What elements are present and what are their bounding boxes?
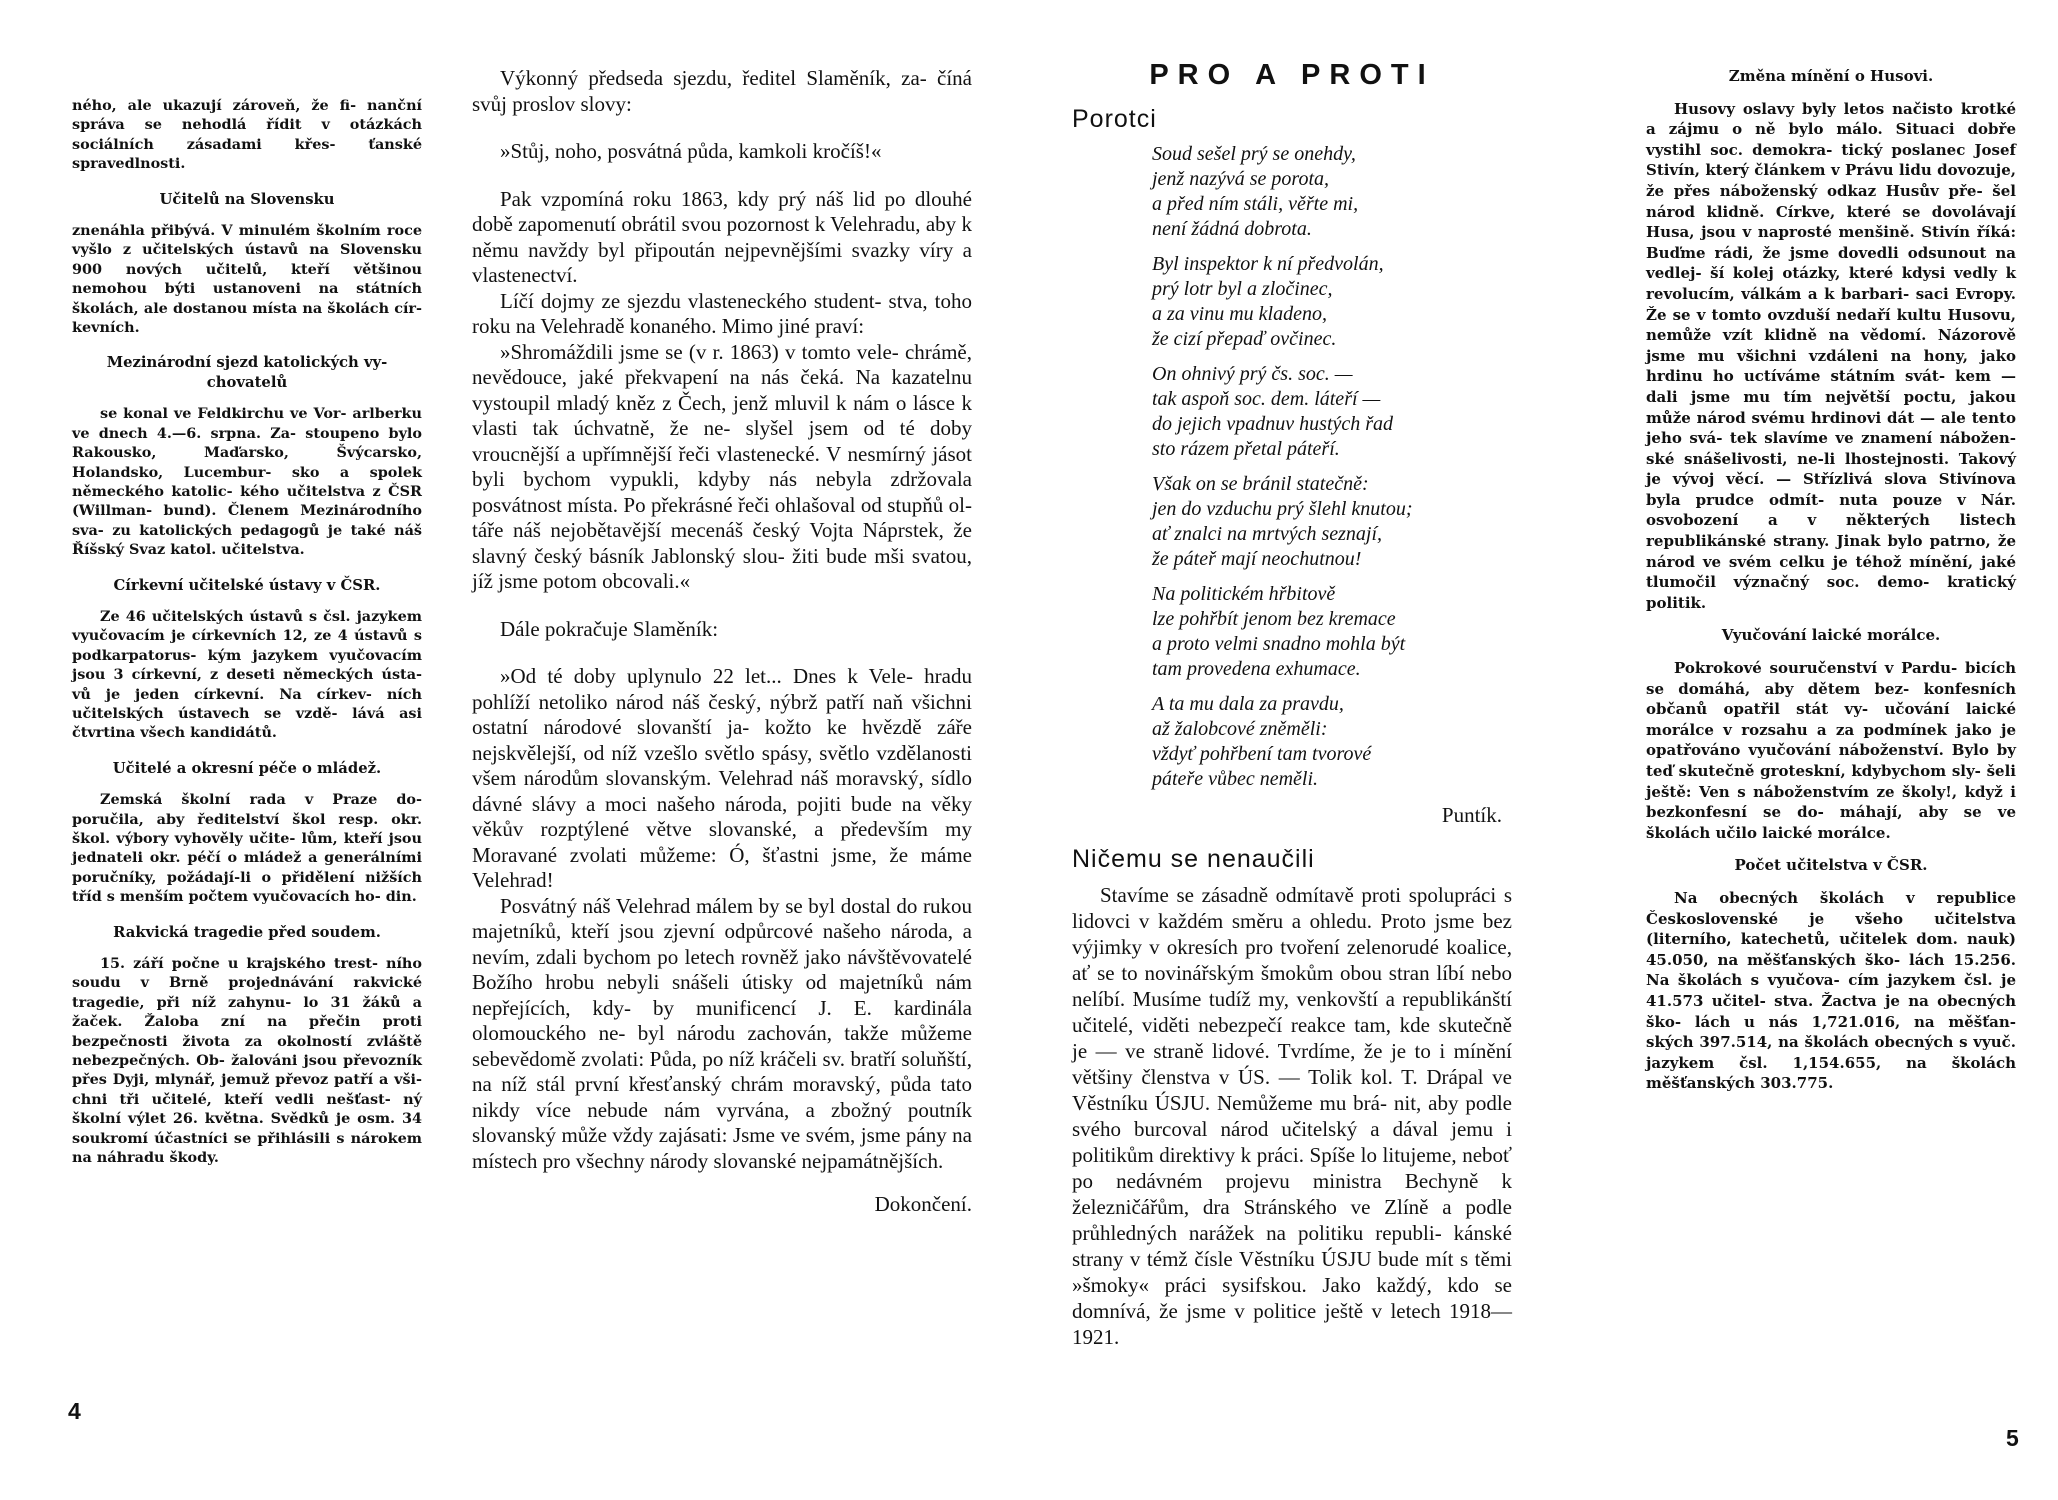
poem-line: páteře vůbec neměli. [1152,768,1319,790]
section-banner: PRO A PROTI [1149,59,1435,91]
news-body: Zemská školní rada v Praze do- poručila, aby ředitelství škol resp. okr. škol. výbory vyhověly učite- lům, kteří jsou jednateli okr. péčí o mládež a generálními poručníky, požádají-li o přidělení nižších tříd s menším počtem vyučovacích ho- din. [72,791,422,906]
article-paragraph: Líčí dojmy ze sjezdu vlasteneckého student- stva, toho roku na Velehradě konaného. Mimo jiné praví: [472,288,972,338]
poem-line: On ohnivý prý čs. soc. — [1152,363,1353,385]
poem-stanza [1152,582,1512,682]
section-title: Ničemu se nenaučili [1072,845,1315,873]
poem-stanza [1152,472,1512,572]
poem [1152,142,1512,792]
section-title: Porotci [1072,105,1157,133]
article-quote: »Shromáždili jsme se (v r. 1863) v tomto vele- chrámě, nevědouce, jaké překvapení na nás čeká. Na kazatelnu vystoupil mladý kněz z Čech, jenž mluvil k nám o lásce k vlasti tak úchvatně, že ne- slyšel jsem od té doby vroucnější a upřímnější řeči vlastenecké. V nesmírný jásot byli bychom vypukli, kdyby nás nebyla zdržovala posvátnost místa. Po překrásné řeči ohlašoval od stupňů ol- táře náš nejobětavější mecenáš český Vojta Náprstek, že slavný český básník Jablonský slou- žiti bude mši svatou, jíž jsme potom obcovali.« [472,339,972,593]
news-body: Husovy oslavy byly letos načisto krotké a zájmu o ně bylo málo. Situaci dobře vystihl soc. demokra- tický poslanec Josef Stivín, který článkem v Právu lidu dovozuje, že přes náboženský odkaz Husův pře- šel národ klidně. Církve, které se dovolávají Husa, jsou v naprosté menšině. Stivín říká: Buďme rádi, že jsme dovedli odsunout na vedlej- ší kolej otázky, které kdysi vedly k revolucím, válkám a k barbari- saci Evropy. Že se v tomto ovzduší nedaří kultu Husovu, nemůže vzít klidně na vědomí. Názorově jsme mu všichni vzdáleni na hony, jako hrdinu ho uctíváme státním svát- kem — dali jsme mu tím největší poctu, jakou může národ svému hrdinovi dát — ale tento jeho svá- tek slavíme ve znamení nábožen- ské snášelivosti, ne-li lhostejnosti. Takový je vývoj věcí. — Střízlivá slova Stivínova byla prudce odmít- nuta pouze v Nár. osvobození a v některých listech republikánské strany. Jinak bylo patrno, že národ ve svém celku je téhož mínění, jaké tlumočil význačný soc. demo- kratický politik. [1646,99,2016,612]
velehrad-article [472,66,972,1218]
article-paragraph: Posvátný náš Velehrad málem by se byl dostal do rukou majetníků, kteří jsou zjevní odpůrcové našeho národa, a nevím, zdali bychom po letech rovněž jako návštěvovatelé Božího hrobu nebyli snášeli útisky od majetníků nám nepřejících, kdy- by munificencí J. E. kardinála olomouckého ne- byl národu zachován, takže můžeme sebevědomě zvolati: Půda, po níž kráčeli sv. bratří soluňští, na níž stál první křesťanský chrám moravský, půda tato nikdy více nebude nám vyrvána, a zbožný poutník slovanský může vždy zajásati: Jsme ve svém, jsme pány na místech pro všechny národy slovanské nejpamátnějších. [472,893,972,1173]
lead-paragraph: ného, ale ukazují zároveň, že fi- nanční správa se nehodlá řídit v otázkách sociálních zásadami křes- ťanské spravedlnosti. [72,97,422,173]
article-paragraph: Dále pokračuje Slaměník: [500,616,719,641]
poem-stanza [1152,142,1512,242]
article-paragraph: Pak vzpomíná roku 1863, kdy prý náš lid po dlouhé době zapomenutí obrátil svou pozornost k Velehradu, aby k němu navždy byl připoután nejpevnějšími svazky víry a vlastenectví. [472,186,972,287]
poem-line: tam provedena exhumace. [1152,658,1361,680]
page-number-right: 5 [2006,1425,2019,1451]
poem-line: ať znalci na mrtvých seznají, [1152,523,1383,545]
poem-line: Však on se bránil statečně: [1152,473,1369,495]
poem-line: není žádná dobrota. [1152,218,1312,240]
poem-line: do jejich vpadnuv hustých řad [1152,413,1394,435]
poem-line: jenž nazývá se porota, [1152,168,1330,190]
pro-a-proti-column [1072,59,1512,1350]
poem-line: a před ním stáli, věřte mi, [1152,193,1359,215]
page-number-left: 4 [68,1398,81,1424]
article-quote: »Stůj, noho, posvátná půda, kamkoli kročíš!« [500,139,882,163]
right-column-news [1646,66,2016,1094]
news-heading: Rakvická tragedie před soudem. [113,923,381,941]
news-body: 15. září počne u krajského trest- ního soudu v Brně projednávání rakvické tragedie, při níž zahynu- lo 31 žáků a žaček. Žaloba zní na přečin proti bezpečnosti života za okolností zvláště nebezpečných. Ob- žalováni jsou převozník přes Dyji, mlynář, jemuž převoz patří a vši- chni tři učitelé, kteří vedli nešťast- ný školní výlet 26. května. Svědků je osm. 34 soukromí účastníci se přihlásili s nárokem na náhradu škody. [72,955,422,1167]
poem-stanza [1152,252,1512,352]
poem-line: vždyť pohřbení tam tvorové [1152,743,1372,765]
poem-line: lze pohřbít jenom bez kremace [1152,608,1396,630]
news-body: Na obecných školách v republice Československé je všeho učitelstva (literního, katechetů, učitelek dom. nauk) 45.050, na měšťanských ško- lách 15.256. Na školách s vyučova- cím jazykem čsl. je 41.573 učitel- stva. Žactva je na obecných ško- lách u nás 1,721.016, na měšťan- ských 397.514, na školách obecných s vyuč. jazykem čsl. 1,154.655, na školách měšťanských 303.775. [1646,888,2016,1093]
article-paragraph: Stavíme se zásadně odmítavě proti spolupráci s lidovci v každém směru a ohledu. Proto jsme bez výjimky v okresích pro tvoření zelenorudé koalice, ať se to novinářským šmokům obou stran líbí nebo nelíbí. Musíme tudíž my, venkovští a republikánští učitelé, viděti nebezpečí reakce tam, kde skutečně je — ve straně lidové. Tvrdíme, že je to i mínění většiny členstva v ÚS. — Tolik kol. T. Drápal ve Věstníku ÚSJU. Nemůžeme mu brá- nit, aby podle svého burcoval národ učitelský a dával jemu i politikům direktivy k práci. Spíše lo litujeme, neboť po nedávném projevu ministra Bechyně k železničářům, dra Stránského ve Zlíně a podle průhledných narážek na politiku republi- kánské strany v témž čísle Věstníku ÚSJU bude mít s těmi »šmoky« práci sysifskou. Jako každý, kdo se domnívá, že jsme v politice ještě v letech 1918—1921. [1072,883,1512,1349]
news-heading: Učitelů na Slovensku [159,190,335,208]
poem-line: Soud sešel prý se onehdy, [1152,143,1356,165]
poem-line: prý lotr byl a zločinec, [1152,278,1333,300]
article-quote: »Od té doby uplynulo 22 let... Dnes k Vele- hradu pohlíží netoliko národ náš český, nýbrž patří naň všichni ostatní národové slovanští ja- kožto ke hvězdě záře nejskvělejší, od níž vzešlo světlo spásy, světlo vzdělanosti všem národům slovanským. Velehrad náš moravský, sídlo dávné slávy a moci našeho národa, pojiti bude na věky věkův rozptýlené větve slovanské, a především my Moravané zvolati můžeme: Ó, šťastni jsme, že máme Velehrad! [472,664,972,892]
poem-line: a za vinu mu kladeno, [1152,303,1327,325]
left-column-news [72,96,422,1168]
poem-line: tak aspoň soc. dem. láteří — [1152,388,1381,410]
news-heading: Změna mínění o Husovi. [1728,67,1934,85]
news-heading: Vyučování laické morálce. [1721,626,1941,645]
poem-line: Byl inspektor k ní předvolán, [1152,253,1384,275]
poem-line: jen do vzduchu prý šlehl knutou; [1152,498,1413,520]
poem-line: až žalobcové zněměli: [1152,718,1328,740]
news-body: znenáhla přibývá. V minulém školním roce vyšlo z učitelských ústavů na Slovensku 900 nových učitelů, kteří většinou nemohou býti ustanoveni na státních školách, ale dostanou místa na školách cír- kevních. [72,222,422,337]
news-body: se konal ve Feldkirchu ve Vor- arlberku ve dnech 4.—6. srpna. Za- stoupeno bylo Rakousko, Maďarsko, Švýcarsko, Holandsko, Lucembur- sko a spolek německého katolic- kého učitelstva z ČSR (Willman- bund). Členem Mezinárodního sva- zu katolických pedagogů je také náš Říšský Svaz katol. učitelstva. [72,405,422,559]
poem-line: že cizí přepaď ovčinec. [1152,328,1337,350]
poem-stanza [1152,692,1512,792]
news-heading: Mezinárodní sjezd katolických vy- chovatelů [106,354,388,391]
poem-line: sto rázem přetal páteří. [1152,438,1340,460]
poem-line: A ta mu dala za pravdu, [1152,693,1344,715]
article-paragraph: Výkonný předseda sjezdu, ředitel Slaměník, za- číná svůj proslov slovy: [472,66,972,116]
poem-stanza [1152,362,1512,462]
news-body: Ze 46 učitelských ústavů s čsl. jazykem vyučovacím je církevních 12, ze 4 ústavů s podkarpatorus- kým jazykem vyučovacím jsou 3 církevní, z deseti německých ústa- vů je jeden církevní. Na církev- ních učitelských ústavech se vzdě- lává asi čtvrtina všech kandidátů. [72,607,422,742]
poem-line: že páteř mají neochutnou! [1152,548,1362,570]
news-body: Pokrokové souručenství v Pardu- bicích se domáhá, aby dětem bez- konfesních občanů opatřil stát vy- učování laické morálce v rozsahu a za podmínek jako je opatřováno vyučování náboženství. Bylo by teď skutečně groteskní, kdybychom sly- šeli ještě: Ven s náboženstvím ze školy!, když i bezkonfesní se do- máhají, aby se ve školách učilo laické morálce. [1646,659,2016,842]
article-continuation-note: Dokončení. [874,1192,972,1216]
news-heading: Počet učitelstva v ČSR. [1734,856,1928,875]
news-heading: Učitelé a okresní péče o mládež. [112,759,382,777]
poem-line: Na politickém hřbitově [1152,583,1336,605]
poem-line: a proto velmi snadno mohla být [1152,633,1406,655]
news-heading: Církevní učitelské ústavy v ČSR. [113,576,381,594]
poem-author: Puntík. [1441,803,1502,827]
